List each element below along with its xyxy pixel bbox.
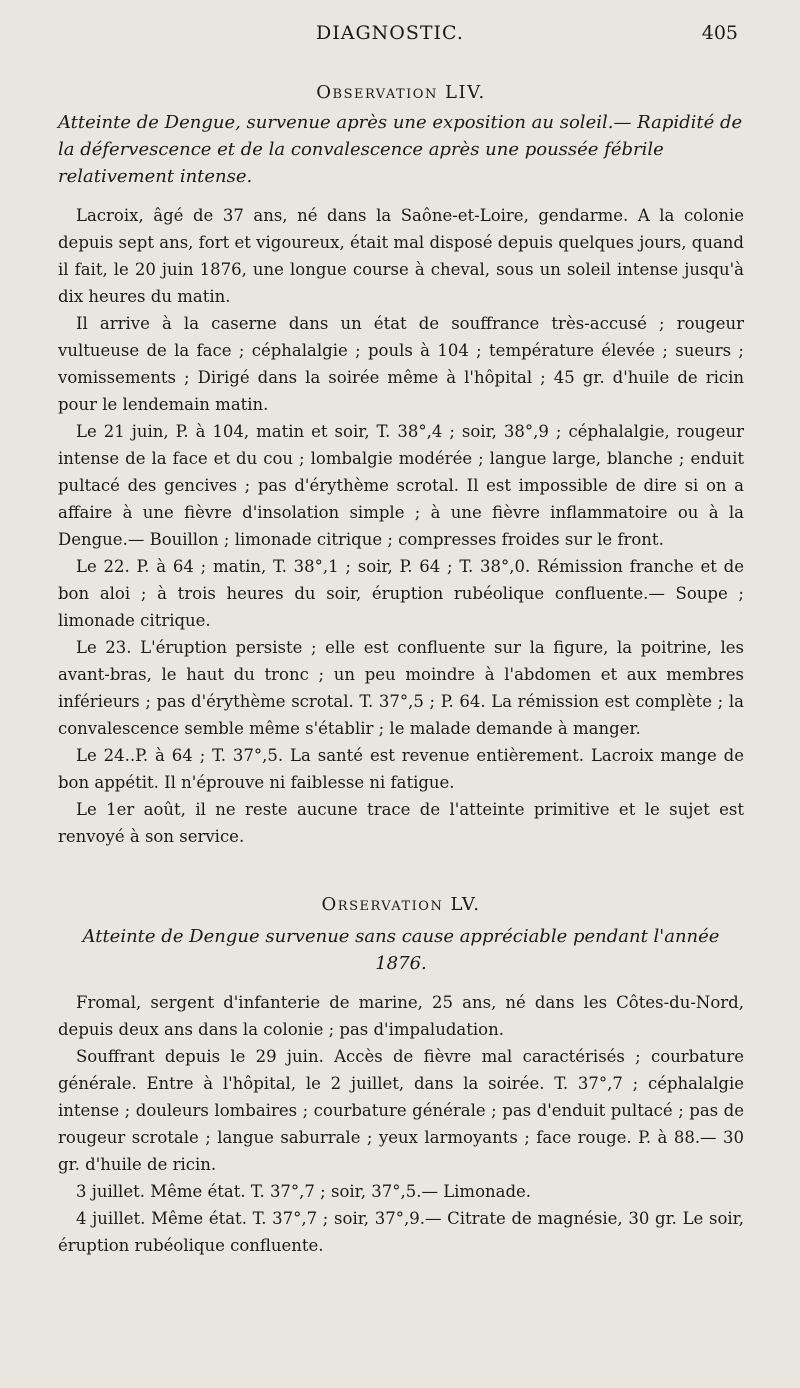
paragraph: 3 juillet. Même état. T. 37°,7 ; soir, 37°,5.— Limonade. bbox=[76, 1182, 532, 1201]
paragraph: Le 22. P. à 64 ; matin, T. 38°,1 ; soir, P. 64 ; T. 38°,0. Rémission franche et de bon aloi ; à trois heures du soir, éruption rubéolique confluente.— Soupe ; limonade citrique. bbox=[58, 557, 744, 630]
paragraph: Le 1er août, il ne reste aucune trace de l'atteinte primitive et le sujet est renvoyé à son service. bbox=[58, 800, 744, 846]
paragraph: Souffrant depuis le 29 juin. Accès de fièvre mal caractérisés ; courbature générale. Entre à l'hôpital, le 2 juillet, dans la soirée. T. 37°,7 ; céphalalgie intense ; douleurs lombaires ; courbature générale ; pas d'enduit pultacé ; pas de rougeur scrotale ; langue saburrale ; yeux larmoyants ; face rouge. P. à 88.— 30 gr. d'huile de ricin. bbox=[58, 1047, 744, 1174]
paragraph: Lacroix, âgé de 37 ans, né dans la Saône-et-Loire, gendarme. A la colonie depuis sept ans, fort et vigoureux, était mal disposé depuis quelques jours, quand il fait, le 20 juin 1876, une longue course à cheval, sous un soleil intense jusqu'à dix heures du matin. bbox=[58, 206, 744, 306]
paragraph: 4 juillet. Même état. T. 37°,7 ; soir, 37°,9.— Citrate de magnésie, 30 gr. Le soir, éruption rubéolique confluente. bbox=[58, 1209, 744, 1255]
page-number: 405 bbox=[701, 22, 738, 44]
paragraph: Il arrive à la caserne dans un état de souffrance très-accusé ; rougeur vultueuse de la face ; céphalalgie ; pouls à 104 ; température élevée ; sueurs ; vomissements ; Dirigé dans la soirée même à l'hôpital ; 45 gr. d'huile de ricin pour le lendemain matin. bbox=[58, 314, 744, 414]
observation-lv bbox=[58, 894, 744, 1259]
observation-title: Orservation LV. bbox=[321, 894, 481, 915]
running-head bbox=[0, 22, 800, 52]
paragraph: Le 23. L'éruption persiste ; elle est confluente sur la figure, la poitrine, les avant-bras, le haut du tronc ; un peu moindre à l'abdomen et aux membres inférieurs ; pas d'érythème scrotal. T. 37°,5 ; P. 64. La rémission est complète ; la convalescence semble même s'établir ; le malade demande à manger. bbox=[58, 638, 744, 738]
observation-liv bbox=[58, 82, 744, 850]
observation-subtitle: Atteinte de Dengue survenue sans cause appréciable pendant l'année 1876. bbox=[82, 926, 720, 974]
running-title: DIAGNOSTIC. bbox=[316, 22, 464, 44]
paragraph: Le 24..P. à 64 ; T. 37°,5. La santé est revenue entièrement. Lacroix mange de bon appétit. Il n'éprouve ni faiblesse ni fatigue. bbox=[58, 746, 744, 792]
observation-title: Observation LIV. bbox=[316, 82, 486, 103]
observation-subtitle: Atteinte de Dengue, survenue après une exposition au soleil.— Rapidité de la défervescence et de la convalescence après une poussée fébrile relativement intense. bbox=[58, 112, 743, 187]
paragraph: Fromal, sergent d'infanterie de marine, 25 ans, né dans les Côtes-du-Nord, depuis deux ans dans la colonie ; pas d'impaludation. bbox=[58, 993, 744, 1039]
paragraph: Le 21 juin, P. à 104, matin et soir, T. 38°,4 ; soir, 38°,9 ; céphalalgie, rougeur intense de la face et du cou ; lombalgie modérée ; langue large, blanche ; enduit pultacé des gencives ; pas d'érythème scrotal. Il est impossible de dire si on a affaire à une fièvre d'insolation simple ; à une fièvre inflammatoire ou à la Dengue.— Bouillon ; limonade citrique ; compresses froides sur le front. bbox=[58, 422, 744, 549]
